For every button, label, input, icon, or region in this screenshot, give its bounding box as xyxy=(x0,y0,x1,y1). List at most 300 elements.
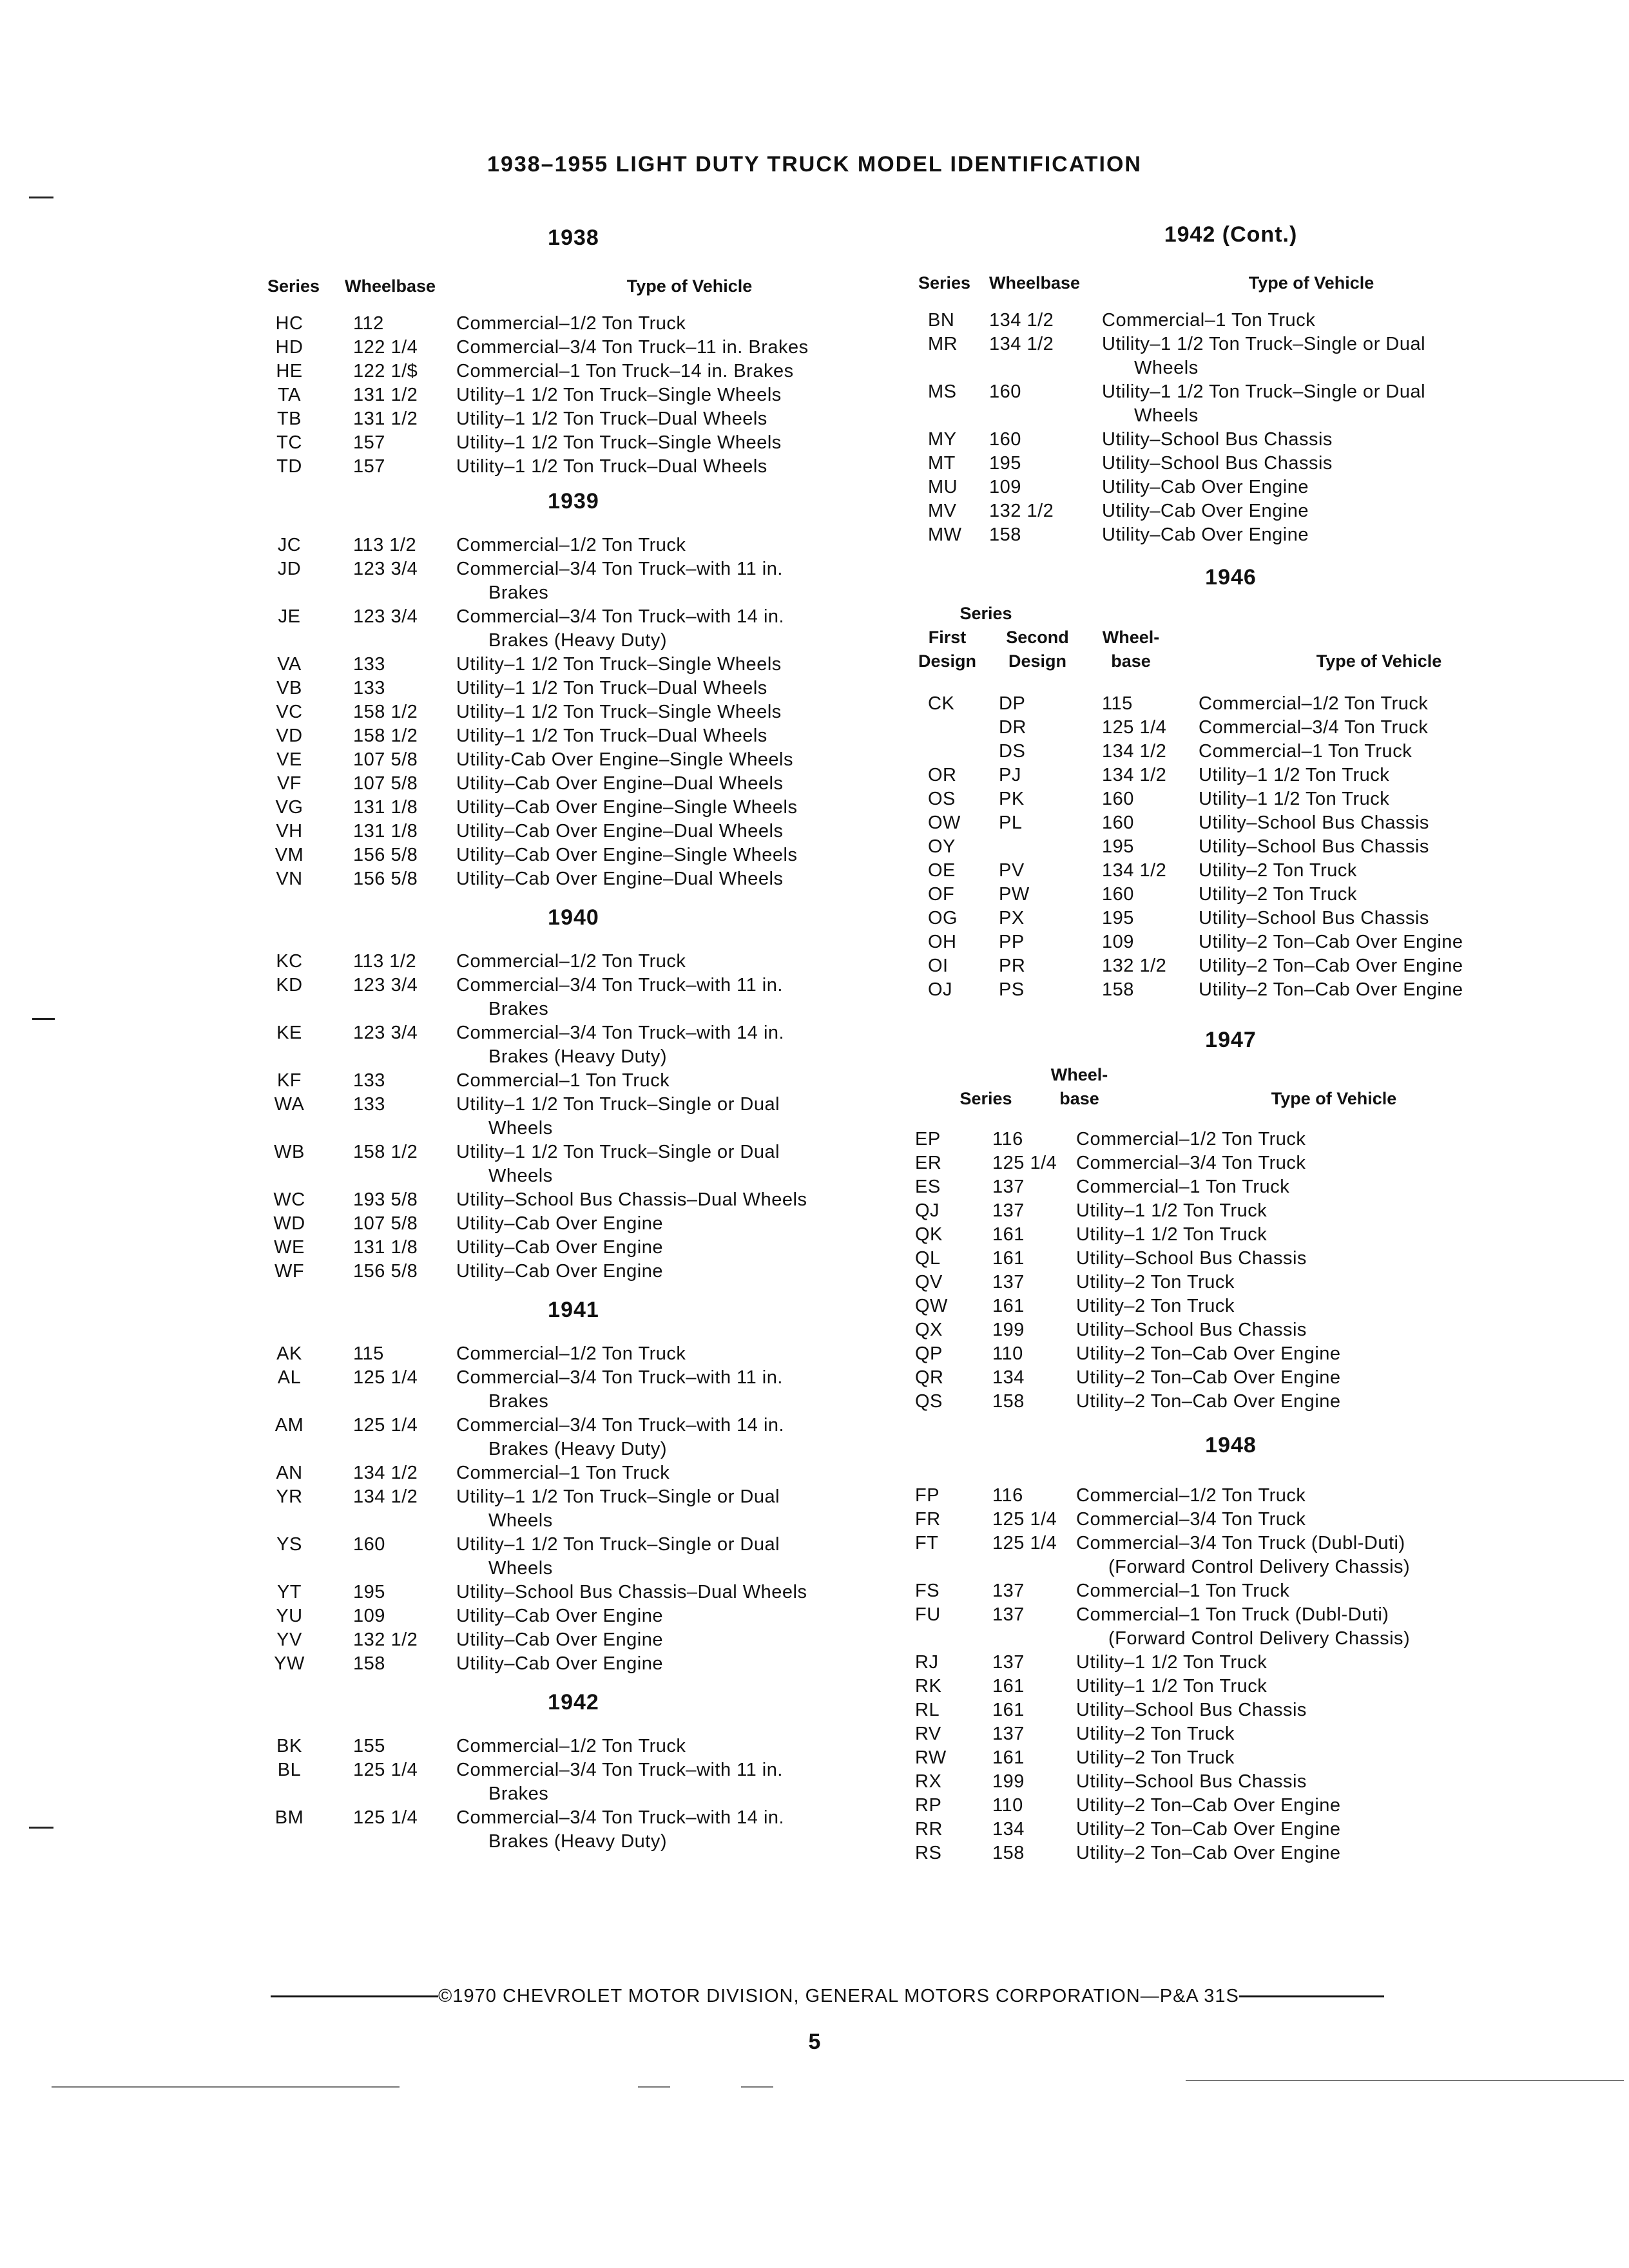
table-row xyxy=(902,954,1559,978)
table-1942-cont xyxy=(902,309,1559,547)
vehicle-type-line: Utility–Cab Over Engine xyxy=(1102,524,1309,545)
vehicle-type xyxy=(1076,1675,1540,1698)
vehicle-type-line: Utility–School Bus Chassis–Dual Wheels xyxy=(456,1189,807,1210)
table-row xyxy=(902,476,1559,499)
table-row xyxy=(251,1414,896,1461)
vehicle-type xyxy=(456,724,882,748)
vehicle-type-line: Utility–School Bus Chassis xyxy=(1076,1320,1307,1340)
wheelbase-value: 137 xyxy=(992,1272,1025,1293)
series-code: KF xyxy=(276,1070,302,1091)
series-code: YT xyxy=(276,1582,302,1602)
page-title: 1938–1955 LIGHT DUTY TRUCK MODEL IDENTIFICATION xyxy=(487,152,1142,177)
vehicle-type xyxy=(1076,1128,1540,1151)
vehicle-type-line: Utility–1 1/2 Ton Truck–Single or Dual xyxy=(1102,381,1426,402)
wheelbase-value: 110 xyxy=(992,1343,1023,1364)
vehicle-type-line: Commercial–3/4 Ton Truck–11 in. Brakes xyxy=(456,337,809,358)
vehicle-type-line: Commercial–3/4 Ton Truck–with 11 in. xyxy=(456,1367,783,1388)
series-code: KC xyxy=(276,951,303,972)
vehicle-type-line: Commercial–1 Ton Truck xyxy=(456,1070,670,1091)
vehicle-type-line: Commercial–3/4 Ton Truck xyxy=(1076,1509,1306,1530)
table-row xyxy=(902,1294,1559,1318)
wheelbase-value: 160 xyxy=(989,381,1021,402)
vehicle-type xyxy=(456,1236,882,1260)
table-row xyxy=(902,1175,1559,1199)
table-row xyxy=(902,1199,1559,1223)
wheelbase-value: 133 xyxy=(353,1070,385,1091)
vehicle-type xyxy=(1102,332,1540,380)
vehicle-type-line: Commercial–3/4 Ton Truck xyxy=(1076,1153,1306,1173)
vehicle-type-line: Commercial–1 Ton Truck (Dubl-Duti) xyxy=(1076,1604,1389,1625)
table-row xyxy=(902,499,1559,523)
table-row xyxy=(902,332,1559,380)
table-row xyxy=(251,1236,896,1260)
series-code: VM xyxy=(275,845,304,865)
vehicle-type-line: Utility–2 Ton–Cab Over Engine xyxy=(1076,1343,1341,1364)
year-heading-1940: 1940 xyxy=(548,905,599,930)
table-row xyxy=(902,452,1559,476)
wheelbase-header: Wheelbase xyxy=(989,273,1081,293)
vehicle-type: Utility–School Bus Chassis xyxy=(1199,836,1429,857)
wheelbase-value: 160 xyxy=(353,1534,385,1555)
table-row xyxy=(902,1722,1559,1746)
vehicle-type-continuation: Brakes xyxy=(488,582,549,603)
wheelbase-value: 161 xyxy=(992,1700,1025,1720)
table-row xyxy=(251,843,896,867)
table-row xyxy=(251,533,896,557)
vehicle-type: Utility–2 Ton–Cab Over Engine xyxy=(1199,932,1463,952)
second-design-code xyxy=(986,835,1102,859)
right-column xyxy=(902,222,1559,1865)
type-header: Type of Vehicle xyxy=(626,276,753,296)
vehicle-type-continuation: Brakes (Heavy Duty) xyxy=(488,1046,668,1067)
second-design-code: PL xyxy=(999,812,1023,833)
series-code: WD xyxy=(273,1213,305,1234)
vehicle-type-line: Utility–Cab Over Engine xyxy=(1102,477,1309,497)
table-row xyxy=(902,1318,1559,1342)
series-code: HC xyxy=(275,313,304,334)
series-code: JE xyxy=(278,606,301,627)
vehicle-type xyxy=(1076,1579,1540,1603)
vehicle-type: Commercial–1 Ton Truck xyxy=(1199,741,1412,762)
series-code: FU xyxy=(915,1604,941,1625)
wheelbase-value: 125 1/4 xyxy=(353,1367,418,1388)
wheelbase-value: 137 xyxy=(992,1200,1025,1221)
table-1939 xyxy=(251,533,896,891)
table-row xyxy=(251,1758,896,1806)
vehicle-type-continuation: Brakes xyxy=(488,1391,549,1412)
wheelbase-value: 131 1/8 xyxy=(353,821,418,841)
second-design-code: PJ xyxy=(999,765,1021,785)
vehicle-type-line: Utility–2 Ton Truck xyxy=(1076,1296,1235,1316)
series-code: KE xyxy=(276,1023,302,1043)
wheelbase-value: 122 1/4 xyxy=(353,337,418,358)
wheelbase-value: 134 1/2 xyxy=(989,334,1054,354)
table-row xyxy=(251,974,896,1021)
vehicle-type xyxy=(1102,523,1540,547)
vehicle-type: Utility–School Bus Chassis xyxy=(1199,812,1429,833)
vehicle-type-line: Utility–1 1/2 Ton Truck–Single or Dual xyxy=(456,1142,780,1162)
wheelbase-value: 155 xyxy=(353,1736,385,1756)
table-header xyxy=(902,273,1559,293)
wheelbase-value: 195 xyxy=(989,453,1021,474)
vehicle-type-line: Utility–1 1/2 Ton Truck–Single or Dual xyxy=(456,1486,780,1507)
vehicle-type xyxy=(1076,1175,1540,1199)
year-heading-1946: 1946 xyxy=(1205,565,1257,590)
vehicle-type xyxy=(456,867,882,891)
vehicle-type-line: Commercial–1/2 Ton Truck xyxy=(456,951,686,972)
wheelbase-value: 161 xyxy=(992,1296,1025,1316)
vehicle-type-continuation: (Forward Control Delivery Chassis) xyxy=(1108,1628,1411,1649)
table-row xyxy=(251,700,896,724)
vehicle-type-line: Utility–1 1/2 Ton Truck xyxy=(1076,1676,1268,1696)
vehicle-type-line: Commercial–3/4 Ton Truck–with 14 in. xyxy=(456,1415,785,1436)
vehicle-type-line: Utility–Cab Over Engine xyxy=(1102,501,1309,521)
wheelbase-value: 132 1/2 xyxy=(1102,956,1167,976)
year-heading-1938: 1938 xyxy=(548,226,599,250)
wheelbase-value: 134 1/2 xyxy=(1102,741,1167,762)
vehicle-type xyxy=(456,1366,882,1414)
wheelbase-value: 122 1/$ xyxy=(353,361,418,381)
vehicle-type xyxy=(456,455,882,479)
series-code: FT xyxy=(915,1533,939,1553)
series-code: ER xyxy=(915,1153,942,1173)
vehicle-type xyxy=(456,1533,882,1581)
table-row xyxy=(251,1461,896,1485)
vehicle-type-line: Utility–2 Ton–Cab Over Engine xyxy=(1076,1819,1341,1840)
vehicle-type-line: Commercial–1/2 Ton Truck xyxy=(456,1736,686,1756)
table-row xyxy=(251,1093,896,1140)
vehicle-type-continuation: Wheels xyxy=(488,1558,553,1579)
vehicle-type xyxy=(456,383,882,407)
wheelbase-value: 137 xyxy=(992,1724,1025,1744)
vehicle-type xyxy=(1076,1841,1540,1865)
vehicle-type-line: Utility–1 1/2 Ton Truck–Single Wheels xyxy=(456,432,782,453)
table-row xyxy=(251,1735,896,1758)
table-row xyxy=(902,1508,1559,1532)
vehicle-type xyxy=(1076,1151,1540,1175)
table-row xyxy=(902,1223,1559,1247)
table-row xyxy=(902,1698,1559,1722)
wheelbase-value: 195 xyxy=(1102,836,1134,857)
vehicle-type-line: Commercial–1 Ton Truck xyxy=(1076,1177,1290,1197)
vehicle-type xyxy=(456,1140,882,1188)
vehicle-type-line: Utility–2 Ton–Cab Over Engine xyxy=(1076,1391,1341,1412)
vehicle-type-line: Utility–Cab Over Engine–Dual Wheels xyxy=(456,773,784,794)
copyright-footer xyxy=(271,1986,1527,2007)
series-code: VA xyxy=(277,654,302,675)
vehicle-type xyxy=(456,1604,882,1628)
vehicle-type-line: Commercial–3/4 Ton Truck–with 11 in. xyxy=(456,975,783,995)
wheelbase-value: 115 xyxy=(1102,693,1133,714)
table-row xyxy=(902,1342,1559,1366)
series-code: WE xyxy=(274,1237,305,1258)
series-header: Series xyxy=(267,276,320,296)
series-code: QS xyxy=(915,1391,943,1412)
vehicle-type-line: Utility–Cab Over Engine xyxy=(456,1629,663,1650)
footer-rule-right xyxy=(1239,1995,1384,1997)
wheelbase-value: 113 1/2 xyxy=(353,951,417,972)
series-code: RL xyxy=(915,1700,940,1720)
table-row xyxy=(902,1794,1559,1818)
wheelbase-value: 123 3/4 xyxy=(353,559,418,579)
vehicle-type-line: Utility–1 1/2 Ton Truck–Dual Wheels xyxy=(456,726,767,746)
vehicle-type xyxy=(1076,1698,1540,1722)
series-code: TD xyxy=(276,456,302,477)
first-design-code: OR xyxy=(928,765,957,785)
vehicle-type-line: Commercial–3/4 Ton Truck–with 11 in. xyxy=(456,559,783,579)
wheelbase-value: 134 1/2 xyxy=(1102,765,1167,785)
table-row xyxy=(251,1342,896,1366)
vehicle-type xyxy=(1076,1746,1540,1770)
wheelbase-value: 123 3/4 xyxy=(353,606,418,627)
vehicle-type-line: Utility–1 1/2 Ton Truck xyxy=(1076,1224,1268,1245)
vehicle-type xyxy=(456,1735,882,1758)
wheelbase-value: 199 xyxy=(992,1771,1025,1792)
wheelbase-value: 116 xyxy=(992,1485,1023,1506)
vehicle-type xyxy=(1076,1390,1540,1414)
wheelbase-value: 131 1/8 xyxy=(353,1237,418,1258)
vehicle-type xyxy=(456,748,882,772)
table-row xyxy=(251,796,896,820)
series-code: YS xyxy=(276,1534,302,1555)
series-code: RV xyxy=(915,1724,941,1744)
table-row xyxy=(902,716,1559,740)
year-heading-1942: 1942 xyxy=(548,1690,599,1715)
vehicle-type xyxy=(1076,1366,1540,1390)
vehicle-type-line: Utility–1 1/2 Ton Truck–Single Wheels xyxy=(456,702,782,722)
wheelbase-value: 123 3/4 xyxy=(353,1023,418,1043)
series-code: MV xyxy=(928,501,957,521)
vehicle-type xyxy=(456,1652,882,1676)
series-code: QJ xyxy=(915,1200,940,1221)
first-design-code: OH xyxy=(928,932,957,952)
vehicle-type-line: Utility–Cab Over Engine–Dual Wheels xyxy=(456,821,784,841)
table-row xyxy=(902,1770,1559,1794)
series-code: FP xyxy=(915,1485,940,1506)
vehicle-type xyxy=(1102,428,1540,452)
first-design-code: OS xyxy=(928,789,956,809)
vehicle-type-line: Utility–1 1/2 Ton Truck–Single Wheels xyxy=(456,654,782,675)
vehicle-type xyxy=(456,1758,882,1806)
vehicle-type xyxy=(1102,380,1540,428)
series-code: YW xyxy=(274,1653,305,1674)
wheelbase-value: 110 xyxy=(992,1795,1023,1816)
first-design-code: OF xyxy=(928,884,955,905)
table-row xyxy=(902,764,1559,787)
type-header: Type of Vehicle xyxy=(1271,1089,1397,1108)
vehicle-type-line: Utility–Cab Over Engine xyxy=(456,1606,663,1626)
first-design-code: OY xyxy=(928,836,956,857)
table-row xyxy=(251,1188,896,1212)
vehicle-type-continuation: Brakes xyxy=(488,999,549,1019)
series-code: VD xyxy=(276,726,303,746)
wheelbase-value: 115 xyxy=(353,1343,384,1364)
vehicle-type-line: Commercial–1/2 Ton Truck xyxy=(456,313,686,334)
wheelbase-value: 133 xyxy=(353,1094,385,1115)
table-row xyxy=(902,930,1559,954)
table-header-1946 xyxy=(902,602,1559,692)
table-row xyxy=(251,407,896,431)
table-row xyxy=(251,1806,896,1854)
vehicle-type-line: Utility–2 Ton Truck xyxy=(1076,1747,1235,1768)
vehicle-type-continuation: Brakes (Heavy Duty) xyxy=(488,1831,668,1852)
wheelbase-value: 134 1/2 xyxy=(353,1486,418,1507)
table-row xyxy=(251,336,896,360)
wheelbase-value: 137 xyxy=(992,1652,1025,1673)
vehicle-type-line: Commercial–1 Ton Truck xyxy=(1102,310,1316,331)
series-code: RW xyxy=(915,1747,947,1768)
wheelbase-value: 195 xyxy=(353,1582,385,1602)
base-header: base xyxy=(1111,651,1151,671)
table-row xyxy=(902,1366,1559,1390)
wheelbase-value: 137 xyxy=(992,1581,1025,1601)
series-code: BN xyxy=(928,310,955,331)
wheelbase-value: 134 1/2 xyxy=(989,310,1054,331)
vehicle-type xyxy=(456,677,882,700)
table-row xyxy=(902,692,1559,716)
vehicle-type-line: Utility–School Bus Chassis xyxy=(1102,429,1333,450)
vehicle-type-line: Commercial–3/4 Ton Truck–with 11 in. xyxy=(456,1760,783,1780)
vehicle-type-line: Utility–2 Ton–Cab Over Engine xyxy=(1076,1367,1341,1388)
vehicle-type-line: Utility–School Bus Chassis xyxy=(1076,1248,1307,1269)
vehicle-type xyxy=(456,820,882,843)
series-code: FR xyxy=(915,1509,941,1530)
series-code: QP xyxy=(915,1343,943,1364)
table-row xyxy=(251,1366,896,1414)
table-row xyxy=(251,431,896,455)
table-row xyxy=(251,1021,896,1069)
series-code: QK xyxy=(915,1224,943,1245)
wheelbase-value: 160 xyxy=(1102,789,1134,809)
second-design-code: PS xyxy=(999,979,1025,1000)
vehicle-type-line: Utility–School Bus Chassis xyxy=(1076,1700,1307,1720)
vehicle-type xyxy=(456,1485,882,1533)
table-row xyxy=(902,1579,1559,1603)
table-row xyxy=(902,1271,1559,1294)
scan-mark xyxy=(52,2086,400,2088)
series-code: RP xyxy=(915,1795,942,1816)
page-number: 5 xyxy=(808,2030,821,2054)
series-code: WA xyxy=(274,1094,305,1115)
vehicle-type-line: Utility-Cab Over Engine–Single Wheels xyxy=(456,749,793,770)
vehicle-type-line: Commercial–1 Ton Truck xyxy=(1076,1581,1290,1601)
second-design-code: PX xyxy=(999,908,1025,928)
table-row xyxy=(251,1652,896,1676)
vehicle-type xyxy=(456,336,882,360)
wheelbase-value: 157 xyxy=(353,456,385,477)
wheelbase-value: 199 xyxy=(992,1320,1025,1340)
wheelbase-value: 160 xyxy=(989,429,1021,450)
wheelbase-value: 109 xyxy=(989,477,1021,497)
copyright-text: ©1970 CHEVROLET MOTOR DIVISION, GENERAL MOTORS CORPORATION—P&A 31S xyxy=(438,1986,1239,2006)
vehicle-type xyxy=(456,1093,882,1140)
wheelbase-value: 107 5/8 xyxy=(353,1213,418,1234)
first-design-code: CK xyxy=(928,693,955,714)
vehicle-type xyxy=(1076,1532,1540,1579)
series-code: VF xyxy=(276,773,302,794)
table-row xyxy=(902,1532,1559,1579)
table-row xyxy=(902,1651,1559,1675)
vehicle-type-line: Commercial–3/4 Ton Truck (Dubl-Duti) xyxy=(1076,1533,1405,1553)
vehicle-type-continuation: (Forward Control Delivery Chassis) xyxy=(1108,1557,1411,1577)
year-heading-1941: 1941 xyxy=(548,1298,599,1322)
series-code: MY xyxy=(928,429,957,450)
wheelbase-value: 132 1/2 xyxy=(989,501,1054,521)
second-design-code: DP xyxy=(999,693,1026,714)
vehicle-type-continuation: Brakes xyxy=(488,1783,549,1804)
wheelbase-value: 131 1/2 xyxy=(353,385,418,405)
series-code: RJ xyxy=(915,1652,939,1673)
vehicle-type-continuation: Brakes (Heavy Duty) xyxy=(488,1439,668,1459)
series-code: YV xyxy=(276,1629,302,1650)
wheelbase-value: 125 1/4 xyxy=(353,1807,418,1828)
series-code: RR xyxy=(915,1819,943,1840)
wheelbase-value: 156 5/8 xyxy=(353,869,418,889)
vehicle-type-continuation: Wheels xyxy=(1134,358,1199,378)
table-row xyxy=(902,1675,1559,1698)
wheel-header: Wheel- xyxy=(1050,1065,1108,1084)
vehicle-type-line: Utility–2 Ton Truck xyxy=(1076,1724,1235,1744)
wheelbase-value: 134 1/2 xyxy=(1102,860,1167,881)
second-design-code: DS xyxy=(999,741,1026,762)
wheelbase-value: 137 xyxy=(992,1177,1025,1197)
table-1941 xyxy=(251,1342,896,1676)
table-row xyxy=(251,772,896,796)
series-code: QR xyxy=(915,1367,944,1388)
vehicle-type xyxy=(1102,452,1540,476)
first-design-code: OE xyxy=(928,860,956,881)
vehicle-type xyxy=(456,772,882,796)
table-row xyxy=(251,1581,896,1604)
vehicle-type xyxy=(1076,1603,1540,1651)
series-code: VH xyxy=(276,821,303,841)
first-design-code: OG xyxy=(928,908,958,928)
wheelbase-value: 161 xyxy=(992,1248,1025,1269)
series-code: VE xyxy=(276,749,302,770)
table-row xyxy=(251,820,896,843)
series-code: HD xyxy=(275,337,304,358)
wheelbase-value: 131 1/8 xyxy=(353,797,418,818)
vehicle-type xyxy=(456,1342,882,1366)
first-design-code xyxy=(902,740,986,764)
vehicle-type-line: Utility–2 Ton Truck xyxy=(1076,1272,1235,1293)
vehicle-type-line: Commercial–1 Ton Truck xyxy=(456,1463,670,1483)
series-code: MT xyxy=(928,453,956,474)
series-code: AK xyxy=(276,1343,302,1364)
vehicle-type xyxy=(1076,1794,1540,1818)
series-code: BL xyxy=(277,1760,302,1780)
vehicle-type-line: Utility–1 1/2 Ton Truck–Single or Dual xyxy=(456,1094,780,1115)
wheelbase-value: 158 1/2 xyxy=(353,1142,418,1162)
vehicle-type-line: Utility–Cab Over Engine–Dual Wheels xyxy=(456,869,784,889)
wheelbase-value: 158 xyxy=(1102,979,1134,1000)
wheelbase-value: 133 xyxy=(353,678,385,698)
scan-mark xyxy=(29,197,53,198)
series-code: QW xyxy=(915,1296,948,1316)
table-row xyxy=(902,1151,1559,1175)
series-code: VB xyxy=(276,678,302,698)
vehicle-type-line: Utility–2 Ton–Cab Over Engine xyxy=(1076,1795,1341,1816)
series-code: KD xyxy=(276,975,303,995)
year-heading-1948: 1948 xyxy=(1205,1433,1257,1457)
vehicle-type-line: Utility–1 1/2 Ton Truck–Dual Wheels xyxy=(456,678,767,698)
second-design-code: PR xyxy=(999,956,1026,976)
series-code: TC xyxy=(276,432,302,453)
second-design-code: PK xyxy=(999,789,1025,809)
vehicle-type-line: Commercial–1/2 Ton Truck xyxy=(456,535,686,555)
wheelbase-value: 133 xyxy=(353,654,385,675)
vehicle-type: Utility–2 Ton Truck xyxy=(1199,884,1357,905)
